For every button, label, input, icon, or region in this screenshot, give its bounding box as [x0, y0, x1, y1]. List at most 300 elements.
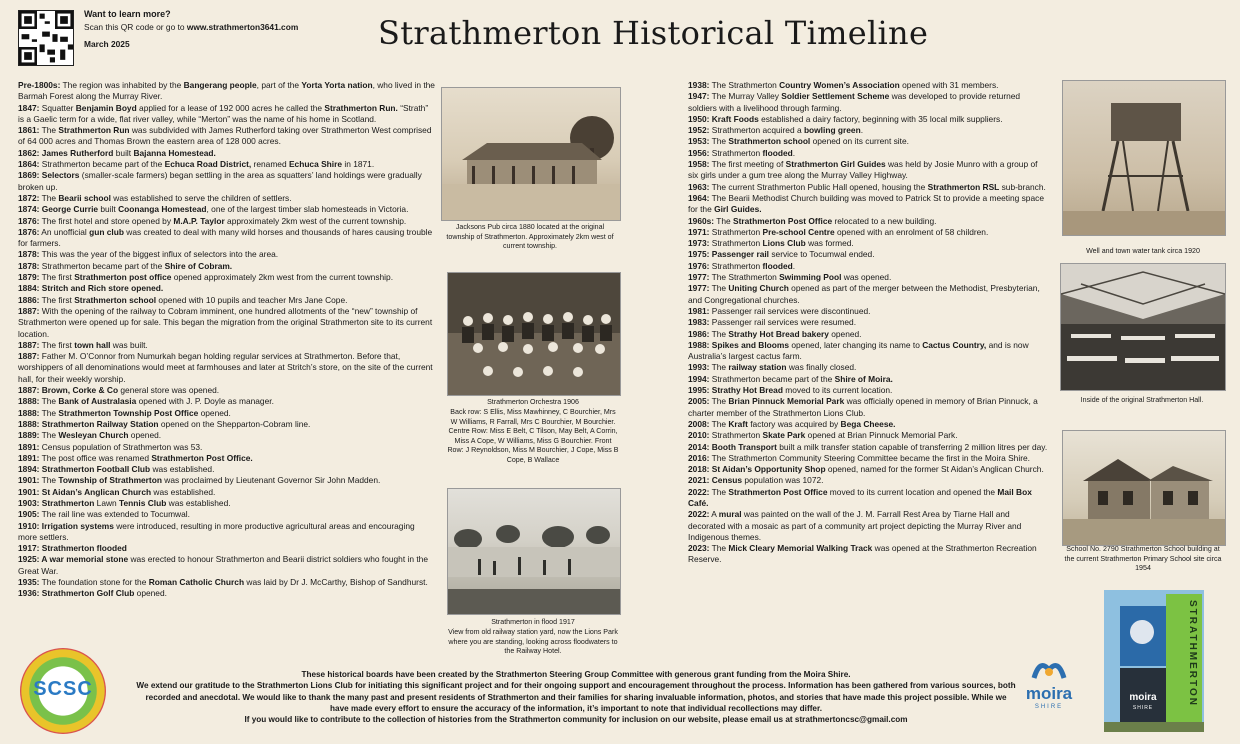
- entry-bold-text: Lions Club: [762, 238, 806, 249]
- timeline-entry: [18, 249, 436, 260]
- entry-bold-text: 1950: Kraft Foods: [688, 113, 759, 124]
- scsc-logo: [20, 648, 106, 734]
- entry-text: opened, named for the former St Aidan’s Anglican Church.: [825, 464, 1044, 475]
- timeline-entry: [18, 204, 436, 215]
- entry-text: Strathmerton: [709, 226, 763, 237]
- entry-text: Squatter: [39, 102, 76, 113]
- entry-text: opened approximately 2km west from the current township.: [171, 272, 394, 283]
- entry-text: The region was inhabited by the: [60, 80, 184, 90]
- entry-text: Strathmerton acquired a: [709, 125, 804, 136]
- entry-bold-text: Pre-1800s:: [18, 80, 61, 90]
- entry-bold-text: 2021: Census: [688, 475, 742, 486]
- website-link[interactable]: www.strathmerton3641.com: [186, 22, 299, 32]
- entry-text: The: [709, 418, 729, 429]
- entry-bold-text: Swimming Pool: [779, 272, 842, 283]
- moira-shire-logo: [1016, 656, 1082, 720]
- ack-line-1: These historical boards have been created by the Strathmerton Steering Group Committee with generous grant funding from the Moira Shire.: [301, 670, 851, 679]
- entry-bold-text: Strathmerton school: [74, 294, 157, 305]
- entry-text: The: [39, 192, 59, 203]
- timeline-entry: [18, 125, 436, 148]
- entry-bold-text: 1988: Spikes and Blooms: [688, 339, 790, 350]
- entry-text: “Strath” is a Gaelic term for a wide, flat river valley, while “Merton” was the name of his home in Scotland.: [18, 102, 429, 124]
- entry-text: The first: [39, 294, 75, 305]
- entry-bold-text: 1963:: [688, 181, 710, 192]
- timeline-entry: [18, 521, 436, 544]
- entry-text: was opened at the Strathmerton Recreation Reserve.: [688, 543, 1037, 565]
- entry-bold-text: 1884: Stritch and Rich store opened.: [18, 283, 164, 294]
- entry-bold-text: 1894: Strathmerton Football Club: [18, 464, 151, 475]
- sign-moira-text: moira: [1129, 692, 1157, 703]
- entry-text: opened with 10 pupils and teacher Mrs Jane Cope.: [156, 294, 348, 305]
- entry-text: was finally closed.: [786, 362, 857, 373]
- timeline-entry: [688, 182, 1048, 193]
- entry-text: was established.: [166, 497, 231, 508]
- entry-bold-text: 1910: Irrigation systems: [18, 520, 114, 531]
- entry-text: was subdivided with James Rutherford taking over Strathmerton West comprised of 64 000 acres and Thomas Brown the eastern area of 128 000 acres.: [18, 125, 432, 147]
- entry-bold-text: Strathmerton RSL: [927, 181, 1000, 192]
- entry-bold-text: M.A.P. Taylor: [173, 215, 225, 226]
- timeline-entry: [688, 509, 1048, 543]
- entry-bold-text: Shire of Cobram.: [164, 260, 233, 271]
- entry-text: The first: [39, 272, 75, 283]
- entry-text: .: [792, 260, 796, 271]
- entry-bold-text: 1960s:: [688, 215, 715, 226]
- entry-bold-text: 1888:: [18, 407, 40, 418]
- entry-bold-text: 1973:: [688, 238, 710, 249]
- entry-bold-text: 1986:: [688, 328, 710, 339]
- timeline-entry: [18, 487, 436, 498]
- entry-text: The: [709, 328, 729, 339]
- entry-text: was painted on the wall of the J. M. Farrall Rest Area by Tiarne Hall and decorated with a mosaic as part of a community art project depicting the Murray River and Indigenous themes.: [688, 509, 1022, 542]
- timeline-entry: [688, 487, 1048, 510]
- entry-text: built: [98, 204, 119, 215]
- entry-bold-text: Pre-school Centre: [762, 226, 835, 237]
- entry-bold-text: 1889:: [18, 430, 40, 441]
- entry-bold-text: 1878:: [18, 260, 40, 271]
- entry-text: The current Strathmerton Public Hall opened, housing the: [709, 181, 928, 192]
- entry-bold-text: railway station: [728, 362, 787, 373]
- timeline-entry: [688, 362, 1048, 373]
- photo-hall-interior: [1060, 263, 1226, 391]
- entry-text: Strathmerton: [709, 260, 763, 271]
- timeline-entry: [18, 588, 436, 599]
- entry-bold-text: 1901: St Aidan’s Anglican Church: [18, 486, 152, 497]
- timeline-entry: [18, 306, 436, 340]
- entry-bold-text: 1847:: [18, 102, 40, 113]
- page-title: Strathmerton Historical Timeline: [378, 14, 929, 52]
- qr-code[interactable]: [18, 10, 74, 66]
- entry-text: opened with 31 members.: [899, 80, 999, 90]
- entry-bold-text: 1905:: [18, 509, 40, 520]
- entry-text: The Bearii Methodist Church building was moved to Patrick St to provide a meeting space for the: [688, 192, 1044, 215]
- timeline-entry: [18, 340, 436, 351]
- timeline-entry: [18, 464, 436, 475]
- entry-bold-text: 1971:: [688, 226, 710, 237]
- timeline-entry: [18, 475, 436, 486]
- learn-more-heading: Want to learn more?: [84, 9, 171, 19]
- entry-text: sub-branch.: [999, 181, 1046, 192]
- timeline-entry: [18, 385, 436, 396]
- entry-bold-text: 1872:: [18, 192, 40, 203]
- acknowledgements: [136, 669, 1016, 725]
- entry-bold-text: 2022:: [688, 509, 710, 520]
- entry-bold-text: Tennis Club: [119, 497, 167, 508]
- timeline-entry: [688, 125, 1048, 136]
- entry-text: Lawn: [94, 497, 120, 508]
- timeline-entry: [688, 464, 1048, 475]
- timeline-entry: [688, 136, 1048, 147]
- entry-bold-text: 1938:: [688, 80, 710, 90]
- entry-bold-text: 1887: Brown, Corke & Co: [18, 385, 119, 396]
- entry-text: was formed.: [805, 238, 854, 249]
- entry-bold-text: 1958:: [688, 159, 710, 170]
- entry-bold-text: 1956:: [688, 147, 710, 158]
- entry-text: The Strathmerton: [709, 272, 780, 283]
- entry-text: Strathmerton: [709, 238, 763, 249]
- entry-bold-text: 1901:: [18, 475, 40, 486]
- timeline-entry: [688, 430, 1048, 441]
- entry-text: moved to its current location.: [782, 385, 893, 396]
- entry-bold-text: Skate Park: [762, 430, 806, 441]
- entry-text: , one of the largest timber slab homesteads in Victoria.: [206, 204, 409, 215]
- photo-water-tank: [1062, 80, 1226, 236]
- entry-bold-text: Echuca Shire: [288, 159, 343, 170]
- entry-text: Passenger rail services were resumed.: [709, 317, 857, 328]
- timeline-entry: [18, 430, 436, 441]
- scan-instruction: Scan this QR code or go to www.strathmerton3641.com: [84, 22, 299, 32]
- entry-bold-text: Strathmerton Run: [58, 125, 130, 136]
- entry-text: The: [709, 396, 729, 407]
- entry-bold-text: flooded: [762, 260, 793, 271]
- entry-text: .: [792, 147, 796, 158]
- entry-text: relocated to a new building.: [832, 215, 937, 226]
- entry-text: opened.: [828, 328, 862, 339]
- entry-text: Strathmerton became part of the: [39, 159, 165, 170]
- entry-text: opened at Brian Pinnuck Memorial Park.: [805, 430, 958, 441]
- entry-bold-text: Strathmerton school: [728, 136, 811, 147]
- entry-bold-text: 1947:: [688, 91, 710, 102]
- entry-bold-text: 1903: Strathmerton: [18, 497, 95, 508]
- timeline-entry: [688, 272, 1048, 283]
- entry-text: The Strathmerton: [709, 80, 780, 90]
- caption-flood: View from old railway station yard, now the Lions Park where you are standing, looking across floodwaters to the Railway Hotel.: [448, 628, 618, 656]
- entry-text: Strathmerton became part of the: [709, 373, 835, 384]
- entry-text: A: [709, 509, 719, 520]
- entry-text: renamed: [251, 159, 289, 170]
- entry-bold-text: Yorta Yorta nation: [301, 80, 373, 90]
- entry-bold-text: 1887:: [18, 351, 40, 362]
- caption-flood-title: Strathmerton in flood 1917: [491, 618, 575, 626]
- entry-text: opened on the Shepparton-Cobram line.: [158, 418, 311, 429]
- entry-text: With the opening of the railway to Cobram imminent, one hundred allotments of the “new” township of Strathmerton were opened up for sale. This began the migration from the original Strathmerton site to its current location.: [18, 305, 433, 339]
- timeline-entry: [688, 306, 1048, 317]
- entry-bold-text: 1935:: [18, 577, 40, 588]
- entry-bold-text: Cactus Country,: [922, 339, 987, 350]
- entry-text: The: [709, 283, 729, 294]
- entry-bold-text: 1981:: [688, 305, 710, 316]
- timeline-entry: [688, 249, 1048, 260]
- sign-text: STRATHMERTON: [1187, 600, 1198, 707]
- entry-text: opened.: [134, 588, 167, 599]
- entry-text: The rail line was extended to Tocumwal.: [39, 509, 190, 520]
- entry-bold-text: 1874: George Currie: [18, 204, 99, 215]
- caption-hall-interior: Inside of the original Strathmerton Hall.: [1080, 396, 1204, 404]
- timeline-entry: [18, 148, 436, 159]
- timeline-entry: [688, 80, 1048, 91]
- entry-bold-text: 1952:: [688, 125, 710, 136]
- entry-text: Strathmerton: [709, 430, 763, 441]
- entry-text: built a milk transfer station capable of transferring 2 million litres per day.: [776, 441, 1048, 452]
- timeline-entry: [688, 261, 1048, 272]
- entry-bold-text: 1888: Strathmerton Railway Station: [18, 418, 159, 429]
- entry-text: The Strathmerton Community Steering Committee became the first in the Moira Shire.: [709, 452, 1030, 463]
- entry-bold-text: Strathmerton Run.: [324, 102, 398, 113]
- entry-text: Strathmerton became part of the: [39, 260, 165, 271]
- entry-bold-text: 2023:: [688, 543, 710, 554]
- strathmerton-sign-photo: [1104, 590, 1204, 732]
- photo-flood-1917: [447, 488, 621, 615]
- entry-bold-text: 1975: Passenger rail: [688, 249, 770, 260]
- entry-text: The first hotel and store opened by: [39, 215, 174, 226]
- entry-text: was proclaimed by Lieutenant Governor Sir John Madden.: [161, 475, 381, 486]
- entry-text: The: [709, 543, 729, 554]
- timeline-entry: [688, 396, 1048, 419]
- timeline-entry: [18, 159, 436, 170]
- entry-bold-text: 2018: St Aidan’s Opportunity Shop: [688, 464, 826, 475]
- entry-bold-text: 1964:: [688, 192, 710, 203]
- entry-text: moved to its current location and opened the: [827, 486, 998, 497]
- entry-bold-text: Strathmerton Township Post Office: [58, 407, 199, 418]
- entry-bold-text: Mail Box Café.: [688, 486, 1032, 508]
- entry-bold-text: 1887:: [18, 339, 40, 350]
- entry-bold-text: 2008:: [688, 418, 710, 429]
- timeline-entry: [18, 498, 436, 509]
- entry-text: in 1871.: [342, 159, 375, 170]
- timeline-entry: [18, 283, 436, 294]
- timeline-entry: [688, 442, 1048, 453]
- sign-moira-subtext: SHIRE: [1132, 705, 1154, 711]
- caption-jacksons-pub: Jacksons Pub circa 1880 located at the original township of Strathmerton. Approximately 2km west of current township.: [446, 223, 614, 251]
- entry-bold-text: 1891:: [18, 452, 40, 463]
- entry-bold-text: 1887:: [18, 305, 40, 316]
- timeline-entry: [688, 238, 1048, 249]
- entry-text: population was 1072.: [742, 475, 824, 486]
- entry-bold-text: Bank of Australasia: [58, 396, 137, 407]
- entry-bold-text: Coonanga Homestead: [118, 204, 207, 215]
- timeline-entry: [688, 148, 1048, 159]
- entry-text: were introduced, resulting in more productive agricultural areas and encouraging more settlers.: [18, 520, 415, 542]
- timeline-entry: [688, 216, 1048, 227]
- entry-text: opened with an enrolment of 58 children.: [834, 226, 989, 237]
- entry-bold-text: bowling green: [803, 125, 861, 136]
- entry-bold-text: 2010:: [688, 430, 710, 441]
- entry-text: opened, later changing its name to: [789, 339, 923, 350]
- entry-text: opened with J. P. Doyle as manager.: [136, 396, 274, 407]
- entry-text: factory was acquired by: [747, 418, 841, 429]
- timeline-column-1: [18, 80, 436, 600]
- timeline-entry: [18, 442, 436, 453]
- entry-text: This was the year of the biggest influx of selectors into the area.: [39, 249, 279, 260]
- timeline-entry: [688, 329, 1048, 340]
- entry-bold-text: gun club: [89, 226, 124, 237]
- entry-text: built: [113, 147, 134, 158]
- timeline-column-2: [688, 80, 1048, 566]
- entry-text: The: [709, 136, 729, 147]
- entry-text: was developed to provide returned soldiers with a livelihood through farming.: [688, 91, 1021, 113]
- entry-text: The post office was renamed: [39, 452, 152, 463]
- entry-text: Passenger rail services were discontinued.: [709, 305, 871, 316]
- entry-text: The Murray Valley: [709, 91, 782, 102]
- entry-bold-text: Roman Catholic Church: [148, 577, 245, 588]
- timeline-entry: [18, 351, 436, 385]
- moira-logo-subtext: SHIRE: [1034, 704, 1064, 710]
- entry-bold-text: mural: [718, 509, 742, 520]
- entry-bold-text: Brian Pinnuck Memorial Park: [728, 396, 845, 407]
- entry-bold-text: Township of Strathmerton: [58, 475, 162, 486]
- caption-water-tank: Well and town water tank circa 1920: [1086, 247, 1200, 255]
- entry-bold-text: 1864:: [18, 159, 40, 170]
- entry-text: was held by Josie Munro with a group of six girls under a gum tree along the Murray Valley Highway.: [688, 159, 1038, 181]
- photo-jacksons-pub: [441, 87, 621, 221]
- entry-text: was established to serve the children of settlers.: [110, 192, 292, 203]
- entry-bold-text: Soldier Settlement Scheme: [781, 91, 890, 102]
- board-date: March 2025: [84, 39, 130, 49]
- timeline-entry: [688, 453, 1048, 464]
- timeline-entry: [688, 114, 1048, 125]
- entry-bold-text: 1891:: [18, 441, 40, 452]
- timeline-entry: [18, 577, 436, 588]
- entry-bold-text: Echuca Road District,: [164, 159, 252, 170]
- entry-text: The: [39, 396, 59, 407]
- entry-text: was opened.: [841, 272, 892, 283]
- entry-bold-text: Strathmerton post office: [74, 272, 172, 283]
- entry-bold-text: 1925: A war memorial stone: [18, 554, 129, 565]
- entry-bold-text: Bearii school: [58, 192, 111, 203]
- entry-bold-text: Mick Cleary Memorial Walking Track: [728, 543, 873, 554]
- entry-text: The: [39, 125, 59, 136]
- timeline-entry: [688, 193, 1048, 216]
- entry-text: opened.: [128, 430, 162, 441]
- entry-text: service to Tocumwal ended.: [769, 249, 875, 260]
- entry-text: The: [709, 362, 729, 373]
- entry-bold-text: 1878:: [18, 249, 40, 260]
- entry-bold-text: 1977:: [688, 283, 710, 294]
- entry-text: The: [709, 486, 729, 497]
- entry-bold-text: 1994:: [688, 373, 710, 384]
- entry-text: .: [860, 125, 864, 136]
- entry-bold-text: Shire of Moira.: [834, 373, 893, 384]
- entry-bold-text: 1879:: [18, 272, 40, 283]
- entry-text: The foundation stone for the: [39, 577, 149, 588]
- entry-bold-text: town hall: [74, 339, 111, 350]
- timeline-entry: [688, 283, 1048, 306]
- entry-bold-text: Strathmerton Post Office: [733, 215, 833, 226]
- timeline-entry: [18, 509, 436, 520]
- entry-bold-text: 1876:: [18, 215, 40, 226]
- timeline-entry: [18, 170, 436, 193]
- entry-text: The: [714, 215, 734, 226]
- entry-bold-text: 1917: Strathmerton flooded: [18, 543, 127, 554]
- caption-orchestra: Back row: S Ellis, Miss Mawhinney, C Bourchier, Mrs W Williams, R Farrall, Mrs C Bourchier, M Bourchier. Centre Row: Miss E Belt, C Tilson, May Belt, A Corrin, Miss A Cope, W Williams, Miss G Bourchier. Front Row: J Reynoldson, Miss M Bourchier, J Cope, Miss B Cope, B Wallace: [447, 408, 619, 464]
- entry-text: (smaller-scale farmers) began settling in the area as squatters’ land holdings were gradually broken up.: [18, 170, 422, 192]
- entry-text: was created to deal with many wild horses and thousands of hares causing trouble for farmers.: [18, 226, 433, 249]
- entry-text: applied for a lease of 192 000 acres he called the: [136, 102, 325, 113]
- timeline-entry: [18, 193, 436, 204]
- timeline-entry: [18, 543, 436, 554]
- timeline-entry: [18, 80, 436, 103]
- entry-bold-text: 1983:: [688, 317, 710, 328]
- timeline-entry: [18, 396, 436, 407]
- moira-logo-text: moira: [1025, 684, 1073, 703]
- entry-text: The: [39, 475, 59, 486]
- timeline-entry: [688, 340, 1048, 363]
- timeline-entry: [18, 272, 436, 283]
- entry-bold-text: 1977:: [688, 272, 710, 283]
- entry-text: established a dairy factory, beginning with 35 local milk suppliers.: [758, 113, 1003, 124]
- entry-bold-text: Strathmerton Girl Guides: [785, 159, 886, 170]
- entry-bold-text: 2016:: [688, 452, 710, 463]
- timeline-entry: [18, 419, 436, 430]
- timeline-entry: [18, 227, 436, 250]
- entry-text: The first: [39, 339, 75, 350]
- entry-text: The: [39, 407, 59, 418]
- entry-bold-text: 1869: Selectors: [18, 170, 80, 181]
- scsc-logo-text: SCSC: [33, 678, 93, 700]
- entry-bold-text: 1953:: [688, 136, 710, 147]
- entry-text: The: [39, 430, 59, 441]
- entry-text: , who lived in the Barmah Forest along the Murray River.: [18, 80, 435, 102]
- entry-text: approximately 2km west of the current township.: [224, 215, 407, 226]
- caption-school: School No. 2790 Strathmerton School building at the current Strathmerton Primary School site circa 1954: [1064, 545, 1222, 573]
- entry-bold-text: Bangerang people: [183, 80, 257, 90]
- entry-bold-text: Bajanna Homestead.: [133, 147, 216, 158]
- entry-bold-text: 2005:: [688, 396, 710, 407]
- entry-text: was officially opened in memory of Brian Pinnuck, a charter member of the Strathmerton Lions Club.: [688, 396, 1038, 418]
- ack-line-2: We extend our gratitude to the Strathmerton Lions Club for initiating this significant project and for their ongoing support and encouragement throughout the process. Information has been gathered from various sources, both recorded and anecdotal. We would like to thank the many past and present residents of Strathmerton and their families for sharing invaluable information, photos, and stories that have made this project possible. While we have made every effort to ensure the accuracy of the information, it’s important to note that individual recollections may differ.: [136, 681, 1016, 713]
- entry-bold-text: flooded: [762, 147, 793, 158]
- timeline-entry: [18, 295, 436, 306]
- entry-text: was established.: [150, 464, 215, 475]
- entry-bold-text: Strathmerton Post Office: [728, 486, 828, 497]
- entry-bold-text: Bega Cheese.: [840, 418, 896, 429]
- timeline-entry: [18, 453, 436, 464]
- entry-text: Census population of Strathmerton was 53.: [39, 441, 203, 452]
- entry-bold-text: 1995: Strathy Hot Bread: [688, 385, 783, 396]
- entry-bold-text: Strathmerton Post Office.: [151, 452, 253, 463]
- entry-text: An unofficial: [39, 226, 90, 237]
- entry-bold-text: 1862: James Rutherford: [18, 147, 114, 158]
- entry-bold-text: Kraft: [728, 418, 748, 429]
- entry-bold-text: 1861:: [18, 125, 40, 136]
- timeline-entry: [688, 419, 1048, 430]
- entry-text: opened on its current site.: [810, 136, 909, 147]
- entry-text: opened as part of the merger between the Methodist, Presbyterian, and Congregational churches.: [688, 283, 1040, 305]
- photo-school: [1062, 430, 1226, 546]
- entry-text: , part of the: [256, 80, 302, 90]
- entry-bold-text: 1876:: [18, 226, 40, 237]
- entry-bold-text: Strathy Hot Bread bakery: [728, 328, 829, 339]
- entry-bold-text: 1886:: [18, 294, 40, 305]
- timeline-entry: [688, 317, 1048, 328]
- entry-bold-text: Benjamin Boyd: [75, 102, 137, 113]
- entry-text: and is now Australia’s largest cactus farm.: [688, 339, 1029, 362]
- timeline-entry: [688, 374, 1048, 385]
- timeline-entry: [18, 261, 436, 272]
- entry-bold-text: 1936: Strathmerton Golf Club: [18, 588, 135, 599]
- photo-orchestra: [447, 272, 621, 396]
- entry-bold-text: 1976:: [688, 260, 710, 271]
- timeline-entry: [18, 103, 436, 126]
